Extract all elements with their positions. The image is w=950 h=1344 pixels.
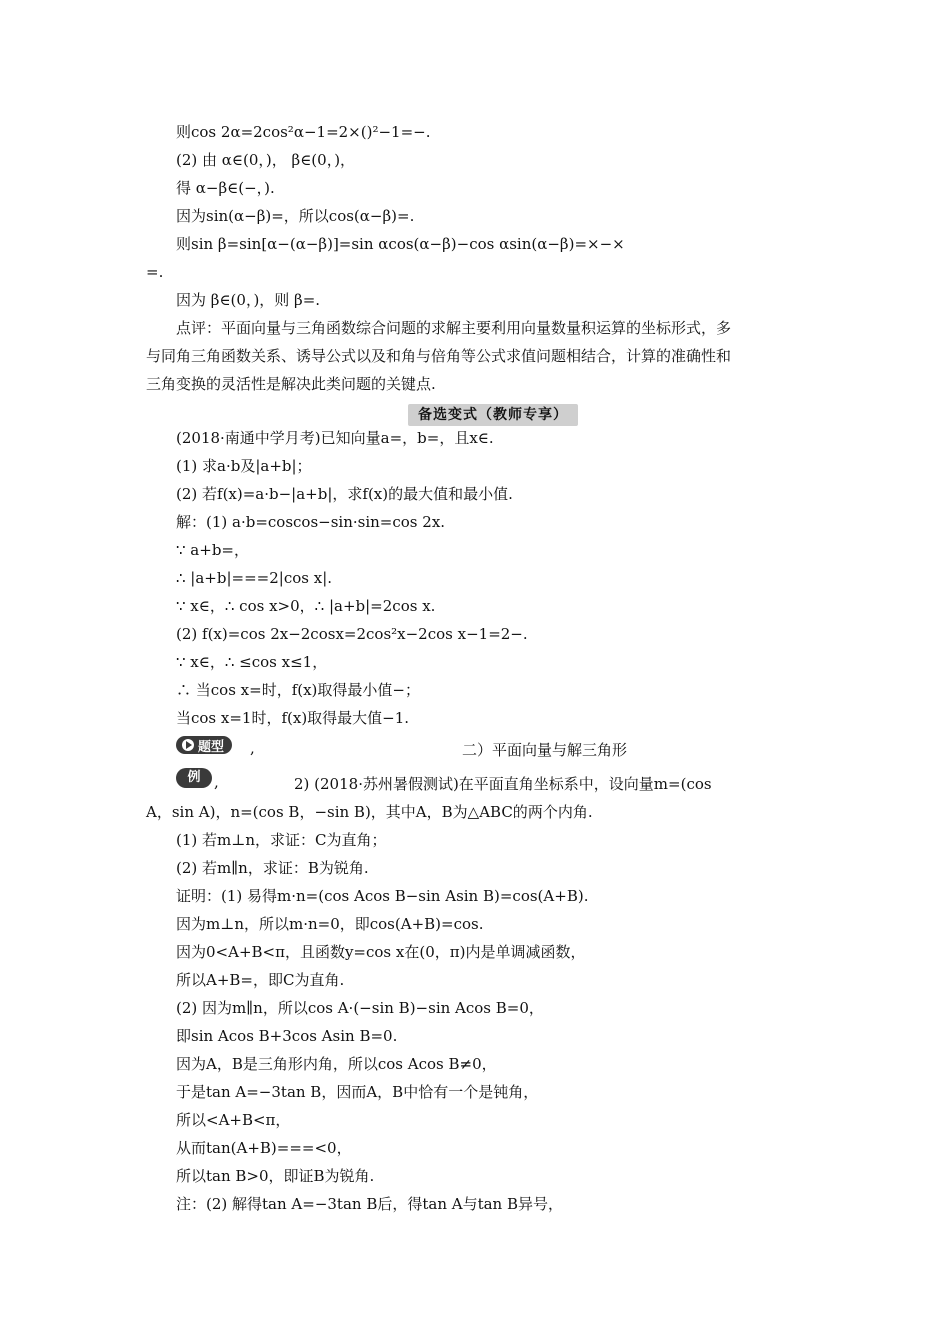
text-line: 因为 β∈(0，)，则 β=. (176, 291, 321, 309)
text-line: 点评：平面向量与三角函数综合问题的求解主要利用向量数量积运算的坐标形式，多 (176, 319, 732, 337)
text-line: 所以<A+B<π， (176, 1111, 291, 1129)
tag-comma: , (250, 739, 255, 757)
text-line: (2) 若m∥n，求证：B为锐角. (176, 859, 369, 877)
text-line: (2018·南通中学月考)已知向量a=，b=，且x∈. (176, 429, 494, 447)
text-line: (2) 因为m∥n，所以cos A·(−sin B)−sin Acos B=0， (176, 999, 544, 1017)
example-line: A，sin A)，n=(cos B，−sin B)，其中A，B为△ABC的两个内角. (146, 803, 593, 821)
text-line: ∴ |a+b|===2|cos x|. (176, 569, 333, 587)
text-line: 注：(2) 解得tan A=−3tan B后，得tan A与tan B异号， (176, 1195, 564, 1213)
text-line: 因为m⊥n，所以m·n=0，即cos(A+B)=cos. (176, 915, 484, 933)
text-line: 三角变换的灵活性是解决此类问题的关键点. (146, 375, 436, 393)
text-line: 则cos 2α=2cos²α−1=2×()²−1=−. (176, 123, 431, 141)
text-line: 所以A+B=，即C为直角. (176, 971, 345, 989)
text-line: 所以tan B>0，即证B为锐角. (176, 1167, 375, 1185)
section-title: 二）平面向量与解三角形 (462, 741, 628, 759)
text-line: 即sin Acos B+3cos Asin B=0. (176, 1027, 398, 1045)
example-line: 2) (2018·苏州暑假测试)在平面直角坐标系中，设向量m=(cos (294, 775, 712, 793)
example-tag: 例 (176, 768, 212, 788)
text-line: ∵ a+b=， (176, 541, 249, 559)
play-arrow-icon (182, 739, 194, 751)
text-line: 证明：(1) 易得m·n=(cos Acos B−sin Asin B)=cos(A+B). (176, 887, 589, 905)
text-line: (2) 由 α∈(0，)， β∈(0，)， (176, 151, 356, 169)
text-line: (2) f(x)=cos 2x−2cosx=2cos²x−2cos x−1=2−. (176, 625, 528, 643)
text-line: ∵ x∈，∴ ≤cos x≤1， (176, 653, 328, 671)
question-type-label: 题型 (198, 739, 225, 755)
text-line: =. (146, 263, 164, 281)
text-line: 因为0<A+B<π，且函数y=cos x在(0，π)内是单调减函数， (176, 943, 586, 961)
text-line: 与同角三角函数关系、诱导公式以及和角与倍角等公式求值问题相结合，计算的准确性和 (146, 347, 732, 365)
teacher-variant-banner: 备选变式（教师专享） (408, 404, 578, 426)
text-line: 于是tan A=−3tan B，因而A，B中恰有一个是钝角， (176, 1083, 539, 1101)
text-line: 得 α−β∈(−，). (176, 179, 275, 197)
text-line: 解：(1) a·b=coscos−sin·sin=cos 2x. (176, 513, 446, 531)
example-comma: , (214, 773, 219, 791)
text-line: 则sin β=sin[α−(α−β)]=sin αcos(α−β)−cos αsin(α−β)=×−× (176, 235, 625, 253)
text-line: ∵ x∈，∴ cos x>0，∴ |a+b|=2cos x. (176, 597, 436, 615)
text-line: (2) 若f(x)=a·b−|a+b|，求f(x)的最大值和最小值. (176, 485, 513, 503)
question-type-tag (176, 736, 232, 754)
text-line: (1) 求a·b及|a+b|； (176, 457, 312, 475)
text-line: 当cos x=1时，f(x)取得最大值−1. (176, 709, 410, 727)
text-line: 因为sin(α−β)=，所以cos(α−β)=. (176, 207, 415, 225)
text-line: 从而tan(A+B)===<0， (176, 1139, 352, 1157)
text-line: (1) 若m⊥n，求证：C为直角； (176, 831, 387, 849)
text-line: ∴ 当cos x=时，f(x)取得最小值−； (176, 681, 420, 699)
text-line: 因为A，B是三角形内角，所以cos Acos B≠0， (176, 1055, 497, 1073)
